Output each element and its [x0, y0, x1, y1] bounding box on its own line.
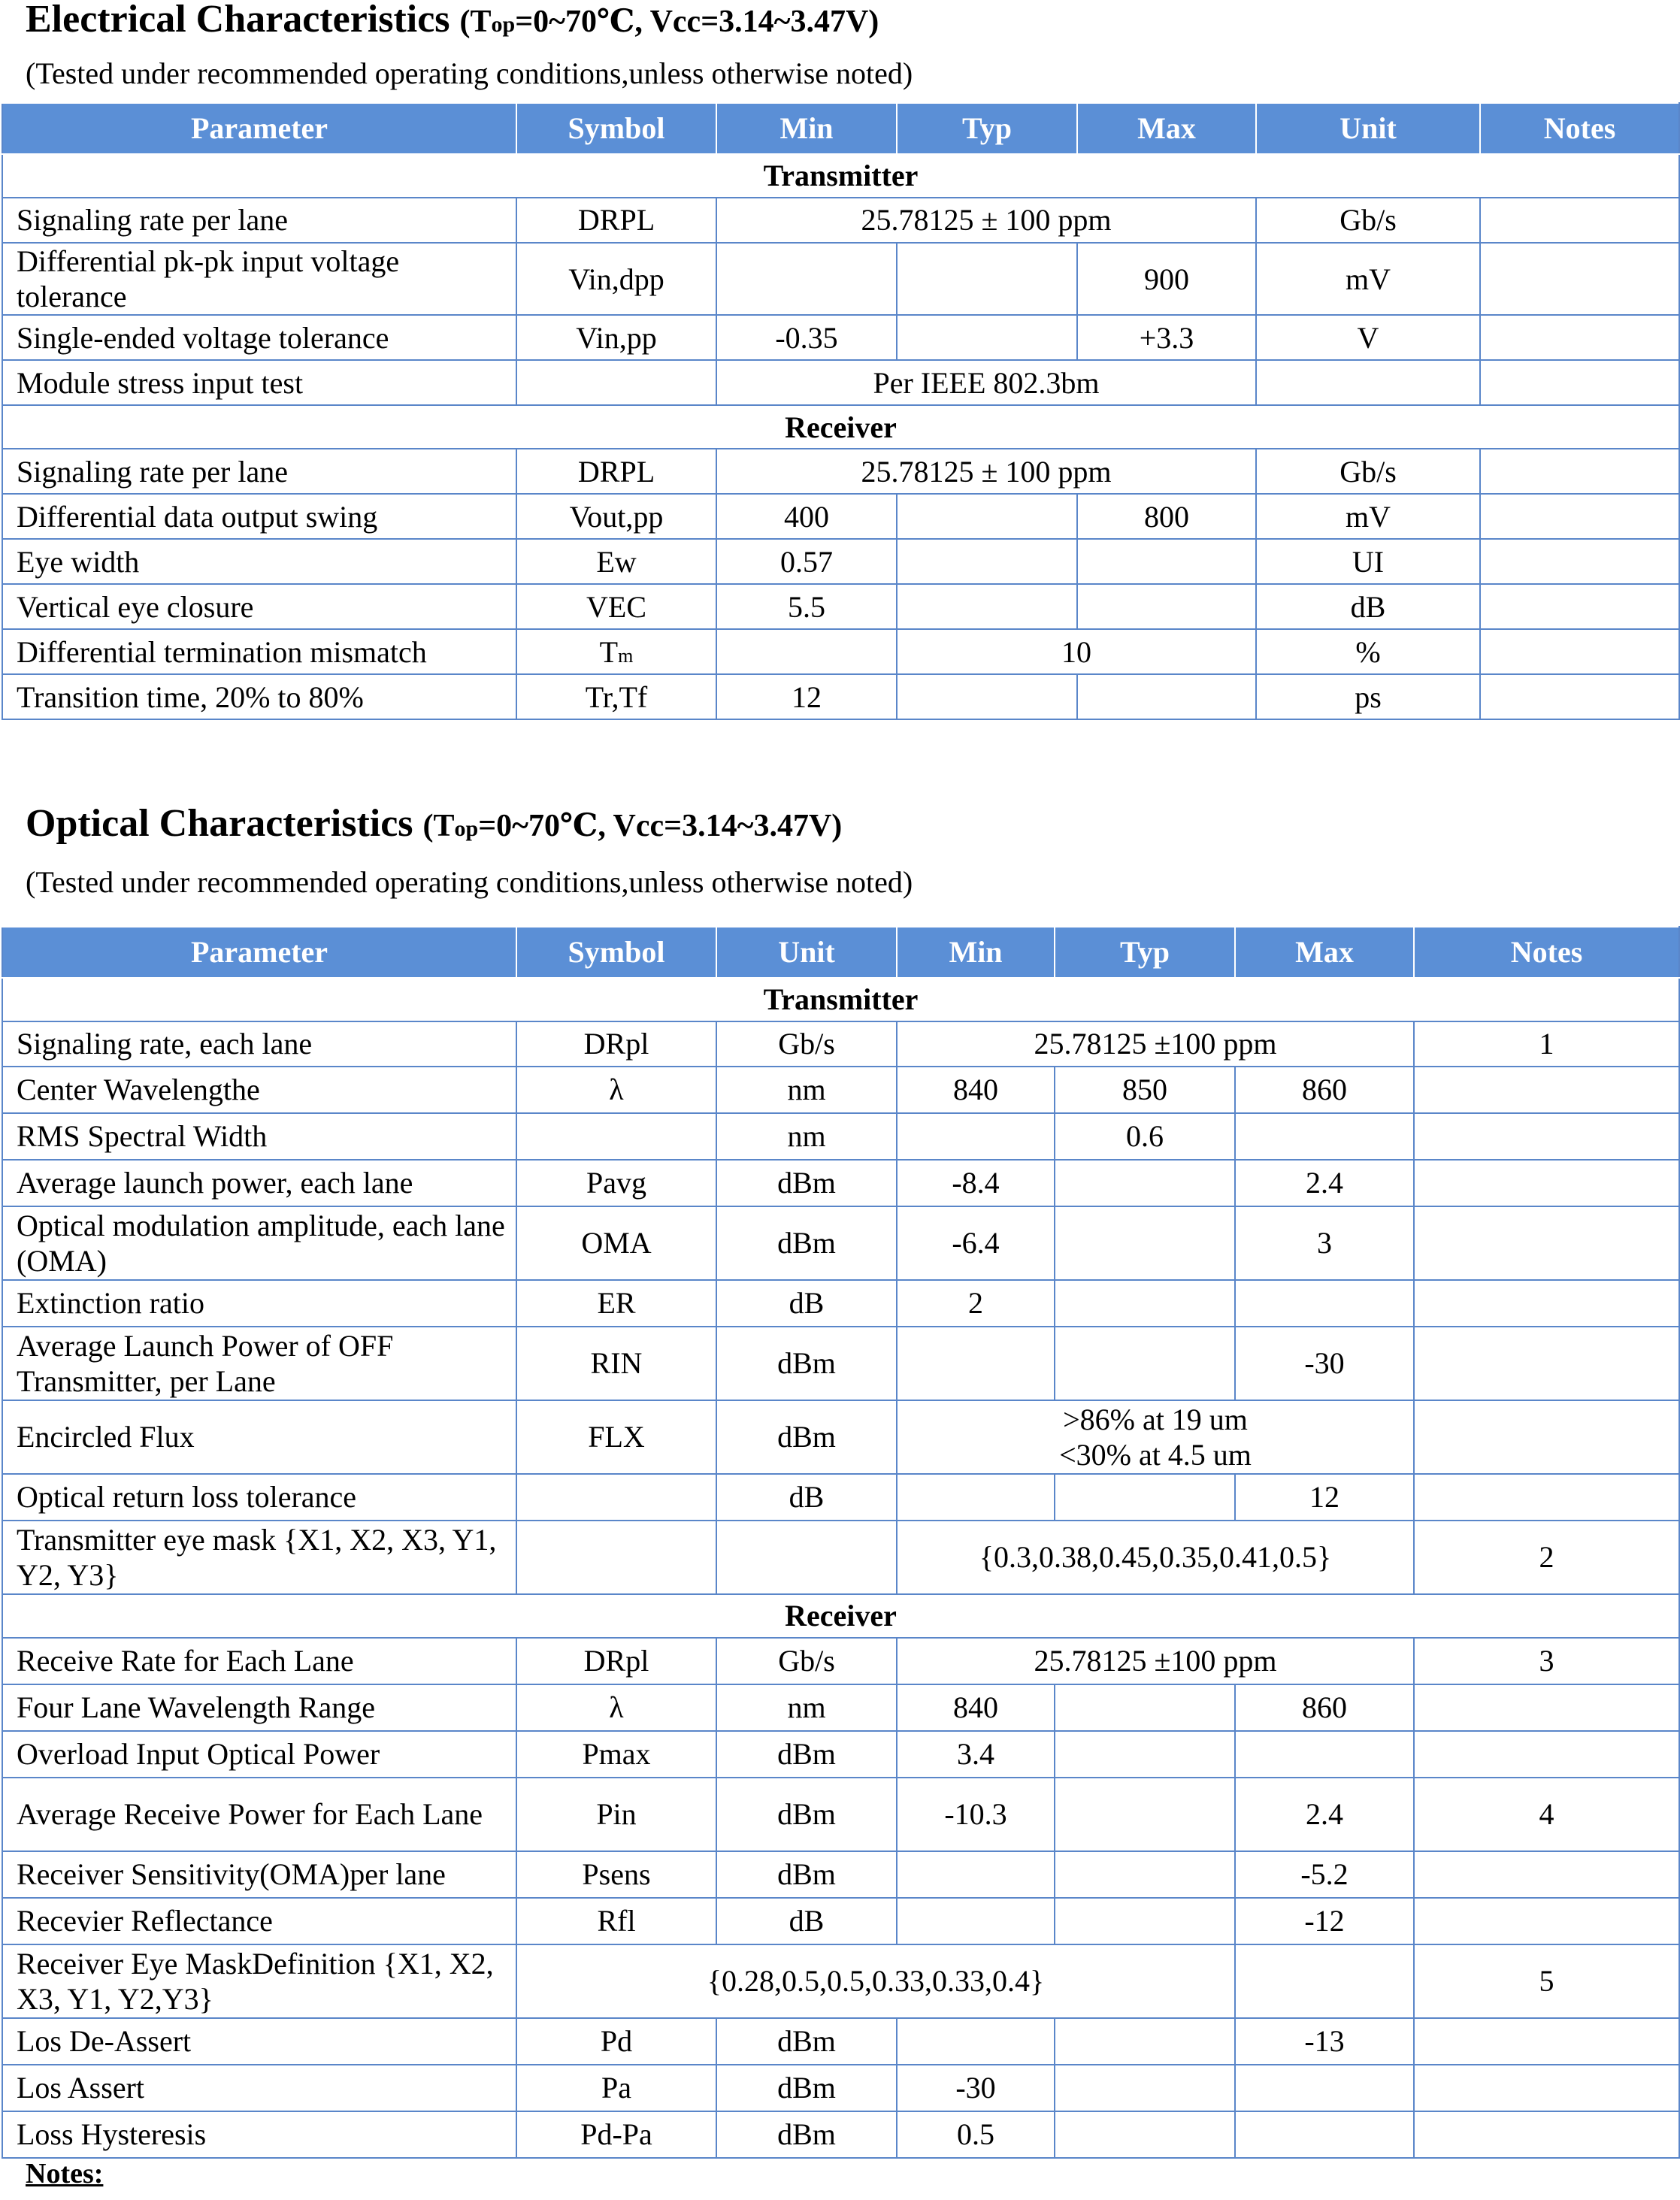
- col-header: Symbol: [516, 927, 716, 978]
- max-cell: [1235, 1113, 1414, 1160]
- param-cell: Transition time, 20% to 80%: [2, 674, 516, 719]
- col-header: Parameter: [2, 927, 516, 978]
- symbol-cell: DRPL: [516, 198, 716, 243]
- min-cell: 5.5: [716, 584, 897, 629]
- max-cell: [1235, 1280, 1414, 1327]
- min-cell: [897, 2018, 1055, 2065]
- table-row: [2, 494, 1679, 539]
- unit-cell: nm: [716, 1113, 897, 1160]
- max-cell: [1235, 2111, 1414, 2158]
- table-row: [2, 674, 1679, 719]
- param-cell: Los De-Assert: [2, 2018, 516, 2065]
- max-cell: [1077, 674, 1256, 719]
- symbol-cell: Pd: [516, 2018, 716, 2065]
- notes-cell: [1414, 1851, 1679, 1898]
- param-cell: Optical return loss tolerance: [2, 1474, 516, 1521]
- param-cell: RMS Spectral Width: [2, 1113, 516, 1160]
- typ-cell: 850: [1055, 1067, 1235, 1113]
- param-cell: Average Receive Power for Each Lane: [2, 1778, 516, 1851]
- unit-cell: [1256, 360, 1480, 405]
- symbol-cell: DRpl: [516, 1638, 716, 1684]
- symbol-cell: RIN: [516, 1327, 716, 1400]
- min-cell: -30: [897, 2065, 1055, 2111]
- max-cell: 860: [1235, 1684, 1414, 1731]
- typ-cell: [897, 494, 1077, 539]
- notes-cell: 3: [1414, 1638, 1679, 1684]
- symbol-cell: Vin,pp: [516, 315, 716, 360]
- typ-cell: [1055, 1327, 1235, 1400]
- param-cell: Signaling rate, each lane: [2, 1021, 516, 1067]
- unit-cell: dBm: [716, 1851, 897, 1898]
- param-cell: Transmitter eye mask {X1, X2, X3, Y1, Y2, Y3}: [2, 1521, 516, 1594]
- notes-label: Notes:: [26, 2158, 104, 2189]
- min-cell: -10.3: [897, 1778, 1055, 1851]
- symbol-cell: Pa: [516, 2065, 716, 2111]
- typ-cell: [1055, 1731, 1235, 1778]
- symbol-cell: DRpl: [516, 1021, 716, 1067]
- symbol-cell: [516, 1521, 716, 1594]
- min-cell: 3.4: [897, 1731, 1055, 1778]
- symbol-cell: OMA: [516, 1206, 716, 1280]
- typ-cell: [897, 539, 1077, 584]
- col-header: Unit: [1256, 103, 1480, 154]
- symbol-cell: Pin: [516, 1778, 716, 1851]
- table-row: [2, 1898, 1679, 1944]
- max-cell: 2.4: [1235, 1778, 1414, 1851]
- min-cell: 0.57: [716, 539, 897, 584]
- optical-title: Optical Characteristics: [26, 802, 413, 845]
- param-cell: Overload Input Optical Power: [2, 1731, 516, 1778]
- symbol-cell: [516, 1113, 716, 1160]
- min-cell: 400: [716, 494, 897, 539]
- param-cell: Vertical eye closure: [2, 584, 516, 629]
- symbol-cell: Pmax: [516, 1731, 716, 1778]
- notes-cell: [1480, 243, 1679, 315]
- value-span-cell: 25.78125 ± 100 ppm: [716, 198, 1256, 243]
- notes-cell: [1414, 1474, 1679, 1521]
- param-cell: Four Lane Wavelength Range: [2, 1684, 516, 1731]
- section-label: Transmitter: [2, 978, 1679, 1021]
- max-cell: [1077, 539, 1256, 584]
- param-cell: Receiver Eye MaskDefinition {X1, X2, X3, Y1, Y2,Y3}: [2, 1944, 516, 2018]
- typ-cell: [897, 674, 1077, 719]
- max-cell: 12: [1235, 1474, 1414, 1521]
- unit-cell: ps: [1256, 674, 1480, 719]
- min-cell: [897, 1113, 1055, 1160]
- unit-cell: UI: [1256, 539, 1480, 584]
- table-row: [2, 1280, 1679, 1327]
- table-row: [2, 1067, 1679, 1113]
- section-row: [2, 1594, 1679, 1638]
- optical-condition: (Top=0~70℃, Vcc=3.14~3.47V): [422, 809, 843, 843]
- notes-cell: 5: [1414, 1944, 1679, 2018]
- param-cell: Average launch power, each lane: [2, 1160, 516, 1206]
- section-row: [2, 978, 1679, 1021]
- symbol-cell: Psens: [516, 1851, 716, 1898]
- electrical-header-row: [2, 103, 1679, 154]
- max-cell: [1235, 2065, 1414, 2111]
- max-cell: 900: [1077, 243, 1256, 315]
- table-row: [2, 449, 1679, 494]
- typ-cell: [1055, 1684, 1235, 1731]
- unit-cell: Gb/s: [716, 1021, 897, 1067]
- min-cell: 0.5: [897, 2111, 1055, 2158]
- col-header: Notes: [1414, 927, 1679, 978]
- param-cell: Recevier Reflectance: [2, 1898, 516, 1944]
- unit-cell: %: [1256, 629, 1480, 674]
- param-cell: Extinction ratio: [2, 1280, 516, 1327]
- param-cell: Los Assert: [2, 2065, 516, 2111]
- typ-cell: [1055, 1898, 1235, 1944]
- unit-cell: dBm: [716, 2018, 897, 2065]
- electrical-subtitle: (Tested under recommended operating conditions,unless otherwise noted): [26, 56, 913, 90]
- unit-cell: dBm: [716, 1327, 897, 1400]
- col-header: Max: [1235, 927, 1414, 978]
- electrical-title: Electrical Characteristics: [26, 0, 450, 41]
- unit-cell: nm: [716, 1684, 897, 1731]
- notes-cell: 4: [1414, 1778, 1679, 1851]
- table-row: [2, 1684, 1679, 1731]
- notes-cell: [1480, 315, 1679, 360]
- symbol-cell: Tr,Tf: [516, 674, 716, 719]
- typ-cell: [1055, 1160, 1235, 1206]
- notes-cell: [1480, 629, 1679, 674]
- value-span-cell: [897, 1400, 1414, 1474]
- col-header: Min: [897, 927, 1055, 978]
- col-header: Symbol: [516, 103, 716, 154]
- min-cell: 840: [897, 1067, 1055, 1113]
- symbol-sub: m: [618, 644, 634, 667]
- table-row: [2, 1113, 1679, 1160]
- notes-cell: [1480, 539, 1679, 584]
- param-cell: Loss Hysteresis: [2, 2111, 516, 2158]
- notes-cell: [1414, 2065, 1679, 2111]
- typ-cell: [897, 315, 1077, 360]
- min-cell: [897, 1474, 1055, 1521]
- notes-cell: 1: [1414, 1021, 1679, 1067]
- notes-cell: [1480, 584, 1679, 629]
- param-cell: Signaling rate per lane: [2, 198, 516, 243]
- unit-cell: dB: [716, 1898, 897, 1944]
- max-cell: 10: [897, 629, 1256, 674]
- max-cell: -13: [1235, 2018, 1414, 2065]
- notes-cell: [1480, 449, 1679, 494]
- span-line: <30% at 4.5 um: [1059, 1438, 1252, 1472]
- min-cell: [897, 1898, 1055, 1944]
- table-row: [2, 584, 1679, 629]
- typ-cell: [1055, 1474, 1235, 1521]
- unit-cell: dB: [716, 1474, 897, 1521]
- notes-cell: [1414, 1731, 1679, 1778]
- param-cell: Differential pk-pk input voltage tolerance: [2, 243, 516, 315]
- min-cell: -0.35: [716, 315, 897, 360]
- table-row: [2, 243, 1679, 315]
- optical-heading: [26, 804, 842, 843]
- symbol-cell: VEC: [516, 584, 716, 629]
- symbol-cell: [516, 360, 716, 405]
- max-cell: [1077, 584, 1256, 629]
- value-span-cell: 25.78125 ±100 ppm: [897, 1638, 1414, 1684]
- symbol-main: T: [599, 634, 619, 669]
- symbol-cell: Pd-Pa: [516, 2111, 716, 2158]
- unit-cell: dBm: [716, 1731, 897, 1778]
- typ-cell: [1055, 1778, 1235, 1851]
- unit-cell: dBm: [716, 1160, 897, 1206]
- table-row: [2, 2018, 1679, 2065]
- table-row: [2, 1400, 1679, 1474]
- typ-cell: [1055, 2065, 1235, 2111]
- param-cell: Eye width: [2, 539, 516, 584]
- symbol-cell: Pavg: [516, 1160, 716, 1206]
- param-cell: Center Wavelengthe: [2, 1067, 516, 1113]
- unit-cell: nm: [716, 1067, 897, 1113]
- optical-header-row: [2, 927, 1679, 978]
- typ-cell: [897, 243, 1077, 315]
- symbol-cell: Ew: [516, 539, 716, 584]
- notes-cell: [1480, 198, 1679, 243]
- unit-cell: dBm: [716, 1778, 897, 1851]
- optical-subtitle: (Tested under recommended operating conditions,unless otherwise noted): [26, 865, 913, 899]
- symbol-cell: [516, 629, 716, 674]
- param-cell: Optical modulation amplitude, each lane (OMA): [2, 1206, 516, 1280]
- value-span-cell: 25.78125 ±100 ppm: [897, 1021, 1414, 1067]
- max-cell: -5.2: [1235, 1851, 1414, 1898]
- symbol-cell: ER: [516, 1280, 716, 1327]
- electrical-condition: (Top=0~70℃, Vcc=3.14~3.47V): [459, 5, 879, 39]
- param-cell: Differential termination mismatch: [2, 629, 516, 674]
- unit-cell: dBm: [716, 2111, 897, 2158]
- param-cell: Differential data output swing: [2, 494, 516, 539]
- notes-cell: [1414, 2111, 1679, 2158]
- param-cell: Receive Rate for Each Lane: [2, 1638, 516, 1684]
- table-row: [2, 1778, 1679, 1851]
- value-span-cell: 25.78125 ± 100 ppm: [716, 449, 1256, 494]
- notes-cell: [1414, 2018, 1679, 2065]
- symbol-cell: FLX: [516, 1400, 716, 1474]
- unit-cell: dBm: [716, 1400, 897, 1474]
- param-cell: Average Launch Power of OFF Transmitter, per Lane: [2, 1327, 516, 1400]
- notes-cell: [1414, 1898, 1679, 1944]
- param-cell: Module stress input test: [2, 360, 516, 405]
- unit-cell: [716, 1521, 897, 1594]
- symbol-cell: Rfl: [516, 1898, 716, 1944]
- electrical-heading: [26, 0, 879, 39]
- table-row: [2, 1521, 1679, 1594]
- min-cell: [897, 1851, 1055, 1898]
- section-label: Receiver: [2, 405, 1679, 449]
- table-row: [2, 1474, 1679, 1521]
- min-cell: -8.4: [897, 1160, 1055, 1206]
- col-header: Typ: [1055, 927, 1235, 978]
- min-cell: 840: [897, 1684, 1055, 1731]
- max-cell: [1235, 1731, 1414, 1778]
- col-header: Min: [716, 103, 897, 154]
- typ-cell: [1055, 1851, 1235, 1898]
- max-cell: +3.3: [1077, 315, 1256, 360]
- unit-cell: Gb/s: [1256, 198, 1480, 243]
- col-header: Unit: [716, 927, 897, 978]
- unit-cell: Gb/s: [716, 1638, 897, 1684]
- min-cell: 12: [716, 674, 897, 719]
- param-cell: Encircled Flux: [2, 1400, 516, 1474]
- param-cell: Receiver Sensitivity(OMA)per lane: [2, 1851, 516, 1898]
- table-row: [2, 1327, 1679, 1400]
- table-row: [2, 198, 1679, 243]
- table-row: [2, 539, 1679, 584]
- min-cell: [716, 243, 897, 315]
- table-row: [2, 629, 1679, 674]
- symbol-cell: DRPL: [516, 449, 716, 494]
- notes-cell: [1480, 674, 1679, 719]
- unit-cell: dBm: [716, 1206, 897, 1280]
- notes-cell: [1414, 1113, 1679, 1160]
- symbol-cell: [516, 1474, 716, 1521]
- min-cell: -6.4: [897, 1206, 1055, 1280]
- max-cell: 860: [1235, 1067, 1414, 1113]
- param-cell: Single-ended voltage tolerance: [2, 315, 516, 360]
- min-cell: [897, 1327, 1055, 1400]
- col-header: Typ: [897, 103, 1077, 154]
- table-row: [2, 1944, 1679, 2018]
- unit-cell: dB: [1256, 584, 1480, 629]
- max-cell: [1235, 1944, 1414, 2018]
- typ-cell: [1055, 1206, 1235, 1280]
- table-row: [2, 1731, 1679, 1778]
- notes-cell: 2: [1414, 1521, 1679, 1594]
- optical-table: [2, 926, 1680, 2159]
- table-row: [2, 1160, 1679, 1206]
- unit-cell: mV: [1256, 243, 1480, 315]
- symbol-cell: λ: [516, 1684, 716, 1731]
- notes-cell: [1414, 1684, 1679, 1731]
- symbol-cell: Vout,pp: [516, 494, 716, 539]
- max-cell: 3: [1235, 1206, 1414, 1280]
- max-cell: 2.4: [1235, 1160, 1414, 1206]
- notes-cell: [1480, 494, 1679, 539]
- table-row: [2, 1021, 1679, 1067]
- electrical-table: [2, 102, 1680, 720]
- notes-cell: [1414, 1067, 1679, 1113]
- notes-cell: [1480, 360, 1679, 405]
- section-row: [2, 405, 1679, 449]
- span-line: >86% at 19 um: [1063, 1402, 1248, 1436]
- section-label: Receiver: [2, 1594, 1679, 1638]
- col-header: Notes: [1480, 103, 1679, 154]
- table-row: [2, 315, 1679, 360]
- typ-cell: [897, 584, 1077, 629]
- value-span-cell: {0.3,0.38,0.45,0.35,0.41,0.5}: [897, 1521, 1414, 1594]
- min-cell: [716, 629, 897, 674]
- min-cell: 2: [897, 1280, 1055, 1327]
- notes-cell: [1414, 1400, 1679, 1474]
- table-row: [2, 2111, 1679, 2158]
- section-label: Transmitter: [2, 154, 1679, 198]
- max-cell: -30: [1235, 1327, 1414, 1400]
- unit-cell: Gb/s: [1256, 449, 1480, 494]
- col-header: Max: [1077, 103, 1256, 154]
- notes-cell: [1414, 1280, 1679, 1327]
- typ-cell: 0.6: [1055, 1113, 1235, 1160]
- table-row: [2, 1851, 1679, 1898]
- symbol-cell: λ: [516, 1067, 716, 1113]
- notes-cell: [1414, 1206, 1679, 1280]
- unit-cell: V: [1256, 315, 1480, 360]
- table-row: [2, 1638, 1679, 1684]
- typ-cell: [1055, 1280, 1235, 1327]
- symbol-cell: Vin,dpp: [516, 243, 716, 315]
- value-span-cell: {0.28,0.5,0.5,0.33,0.33,0.4}: [516, 1944, 1235, 2018]
- max-cell: 800: [1077, 494, 1256, 539]
- typ-cell: [1055, 2018, 1235, 2065]
- unit-cell: dB: [716, 1280, 897, 1327]
- table-row: [2, 2065, 1679, 2111]
- max-cell: -12: [1235, 1898, 1414, 1944]
- table-row: [2, 360, 1679, 405]
- notes-cell: [1414, 1327, 1679, 1400]
- table-row: [2, 1206, 1679, 1280]
- param-cell: Signaling rate per lane: [2, 449, 516, 494]
- col-header: Parameter: [2, 103, 516, 154]
- value-span-cell: Per IEEE 802.3bm: [716, 360, 1256, 405]
- notes-cell: [1414, 1160, 1679, 1206]
- typ-cell: [1055, 2111, 1235, 2158]
- section-row: [2, 154, 1679, 198]
- unit-cell: mV: [1256, 494, 1480, 539]
- unit-cell: dBm: [716, 2065, 897, 2111]
